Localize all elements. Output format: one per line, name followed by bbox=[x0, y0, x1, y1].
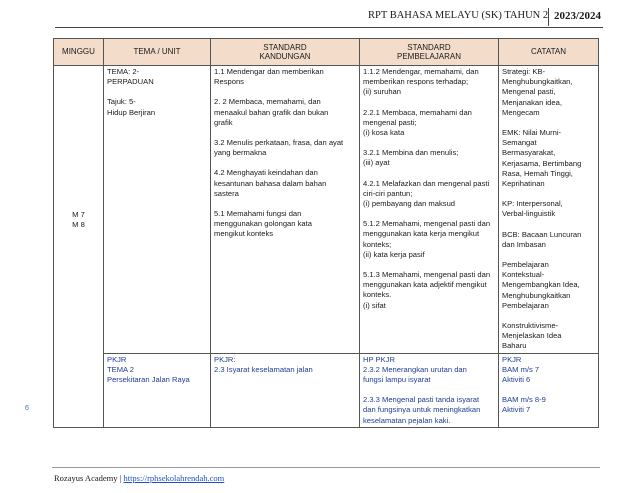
cell-line: 3.2 Menulis perkataan, frasa, dan ayat bbox=[214, 138, 344, 148]
cell-line: Menjelaskan Idea bbox=[502, 331, 562, 341]
cell-kandungan-pkjr bbox=[211, 353, 360, 427]
cell-line: Rasa, Hemah Tinggi, bbox=[502, 168, 573, 178]
col-header-standard-pembelajaran: STANDARD PEMBELAJARAN bbox=[360, 39, 499, 66]
cell-line: 3.2.1 Membina dan menulis; bbox=[363, 148, 459, 158]
cell-line: PKJR bbox=[107, 354, 127, 364]
col-header-catatan: CATATAN bbox=[499, 39, 599, 66]
cell-line: Persekitaran Jalan Raya bbox=[107, 375, 190, 385]
cell-line: (i) pembayang dan maksud bbox=[363, 199, 456, 209]
footer-link[interactable]: https://rphsekolahrendah.com bbox=[123, 473, 225, 483]
cell-line: (i) kosa kata bbox=[363, 128, 405, 138]
cell-line: Semangat bbox=[502, 138, 537, 148]
cell-line: Keprihatinan bbox=[502, 179, 545, 189]
cell-line: konteks; bbox=[363, 239, 392, 249]
cell-line: 2. 2 Membaca, memahami, dan bbox=[214, 97, 321, 107]
cell-line: BAM m/s 8-9 bbox=[502, 395, 546, 405]
cell-line: 1.1.2 Mendengar, memahami, dan bbox=[363, 67, 479, 76]
cell-minggu bbox=[54, 66, 104, 428]
cell-line: Hidup Berjiran bbox=[107, 107, 156, 117]
cell-line: Kerjasama, Bertimbang bbox=[502, 158, 582, 168]
footer-author: Rozayus Academy bbox=[54, 473, 118, 483]
cell-line: memberikan respons terhadap; bbox=[363, 77, 469, 87]
cell-line: 4.2.1 Melafazkan dan mengenal pasti bbox=[363, 178, 490, 188]
cell-line: menggunakan kata adjektif mengikut bbox=[363, 280, 487, 290]
cell-tema bbox=[104, 66, 211, 354]
cell-line: 5.1.3 Memahami, mengenal pasti dan bbox=[363, 270, 491, 280]
cell-standard-pembelajaran bbox=[360, 66, 499, 354]
cell-line: Verbal-linguistik bbox=[502, 209, 556, 219]
week-label: M 7 bbox=[72, 210, 85, 220]
cell-line: (ii) suruhan bbox=[363, 87, 401, 97]
page-footer bbox=[54, 473, 224, 483]
cell-line: Respons bbox=[214, 77, 244, 87]
cell-line: (ii) kata kerja pasif bbox=[363, 249, 425, 259]
cell-line: Konstruktivisme- bbox=[502, 321, 559, 331]
lesson-plan-table bbox=[53, 38, 599, 428]
header-divider bbox=[548, 8, 549, 26]
cell-line: TEMA 2 bbox=[107, 364, 135, 374]
cell-line: Menjanakan idea, bbox=[502, 97, 562, 107]
cell-line: EMK: Nilai Murni- bbox=[502, 128, 562, 138]
cell-line: yang bermakna bbox=[214, 148, 267, 158]
cell-line: Pembelajaran bbox=[502, 300, 549, 310]
cell-line: 2.3 Isyarat keselamatan jalan bbox=[214, 364, 313, 374]
cell-line: 2.2.1 Membaca, memahami dan bbox=[363, 107, 472, 117]
cell-line: sastera bbox=[214, 188, 239, 198]
cell-catatan bbox=[499, 66, 599, 354]
cell-line: Mengenal pasti, bbox=[502, 87, 556, 97]
cell-standard-kandungan bbox=[211, 66, 360, 354]
cell-line: (iii) ayat bbox=[363, 158, 390, 168]
cell-line: Menghubungkaitkan bbox=[502, 290, 571, 300]
cell-line: ciri-ciri pantun; bbox=[363, 188, 413, 198]
cell-line: grafik bbox=[214, 117, 233, 127]
cell-line: HP PKJR bbox=[363, 354, 395, 364]
cell-line: Bermasyarakat, bbox=[502, 148, 556, 158]
cell-line: (i) sifat bbox=[363, 300, 386, 310]
cell-line: KP: Interpersonal, bbox=[502, 199, 563, 209]
col-header-standard-kandungan: STANDARD KANDUNGAN bbox=[211, 39, 360, 66]
cell-line: Mengembangkan Idea, bbox=[502, 280, 580, 290]
cell-line: Aktiviti 7 bbox=[502, 405, 531, 415]
cell-line: Kontekstual- bbox=[502, 270, 545, 280]
academic-year: 2023/2024 bbox=[554, 10, 602, 22]
cell-line: 5.1.2 Memahami, mengenal pasti dan bbox=[363, 219, 491, 229]
cell-line: mengenal pasti; bbox=[363, 117, 417, 127]
cell-line: Tajuk: 5- bbox=[107, 97, 136, 107]
cell-line: 1.1 Mendengar dan memberikan bbox=[214, 67, 324, 76]
cell-line: PERPADUAN bbox=[107, 77, 154, 87]
week-label: M 8 bbox=[72, 220, 85, 230]
cell-line: Mengecam bbox=[502, 107, 540, 117]
cell-line: BCB: Bacaan Luncuran bbox=[502, 229, 582, 239]
cell-line: dan Imbasan bbox=[502, 239, 546, 249]
cell-line: menggunakan kata kerja mengikut bbox=[363, 229, 480, 239]
cell-line: Baharu bbox=[502, 341, 527, 351]
cell-line: Pembelajaran bbox=[502, 260, 549, 270]
cell-line: keselamatan pejalan kaki. bbox=[363, 415, 451, 425]
cell-line: 4.2 Menghayati keindahan dan bbox=[214, 168, 318, 178]
footer-rule bbox=[52, 467, 600, 468]
cell-line: TEMA: 2- bbox=[107, 67, 140, 76]
cell-line: 2.3.2 Menerangkan urutan dan bbox=[363, 364, 467, 374]
cell-catatan-pkjr bbox=[499, 353, 599, 427]
page-header bbox=[368, 6, 618, 28]
cell-line: PKJR bbox=[502, 354, 522, 364]
cell-line: kesantunan bahasa dalam bahan bbox=[214, 178, 327, 188]
footer-separator: | bbox=[119, 473, 122, 483]
col-header-minggu: MINGGU bbox=[54, 39, 104, 66]
cell-line: fungsi lampu isyarat bbox=[363, 375, 431, 385]
cell-pembelajaran-pkjr bbox=[360, 353, 499, 427]
table-row bbox=[54, 66, 599, 354]
cell-line: PKJR: bbox=[214, 354, 236, 364]
cell-line: menggunakan golongan kata bbox=[214, 219, 312, 229]
table-row bbox=[54, 353, 599, 427]
table-header-row bbox=[54, 39, 599, 66]
cell-line: dan fungsinya untuk meningkatkan bbox=[363, 405, 481, 415]
cell-line: Menghubungkaitkan, bbox=[502, 77, 573, 87]
cell-line: 2.3.3 Mengenal pasti tanda isyarat bbox=[363, 395, 480, 405]
cell-line: mengikut konteks bbox=[214, 229, 274, 239]
cell-line: Aktiviti 6 bbox=[502, 375, 531, 385]
col-header-tema: TEMA / UNIT bbox=[104, 39, 211, 66]
header-rule bbox=[55, 27, 603, 28]
cell-line: Strategi: KB- bbox=[502, 67, 546, 76]
cell-tema-pkjr bbox=[104, 353, 211, 427]
document-title: RPT BAHASA MELAYU (SK) TAHUN 2 bbox=[368, 10, 549, 21]
cell-line: BAM m/s 7 bbox=[502, 364, 540, 374]
cell-line: 5.1 Memahami fungsi dan bbox=[214, 209, 302, 219]
cell-line: menaakul bahan grafik dan bukan bbox=[214, 107, 329, 117]
cell-line: konteks. bbox=[363, 290, 392, 300]
page-number: 6 bbox=[25, 405, 29, 412]
